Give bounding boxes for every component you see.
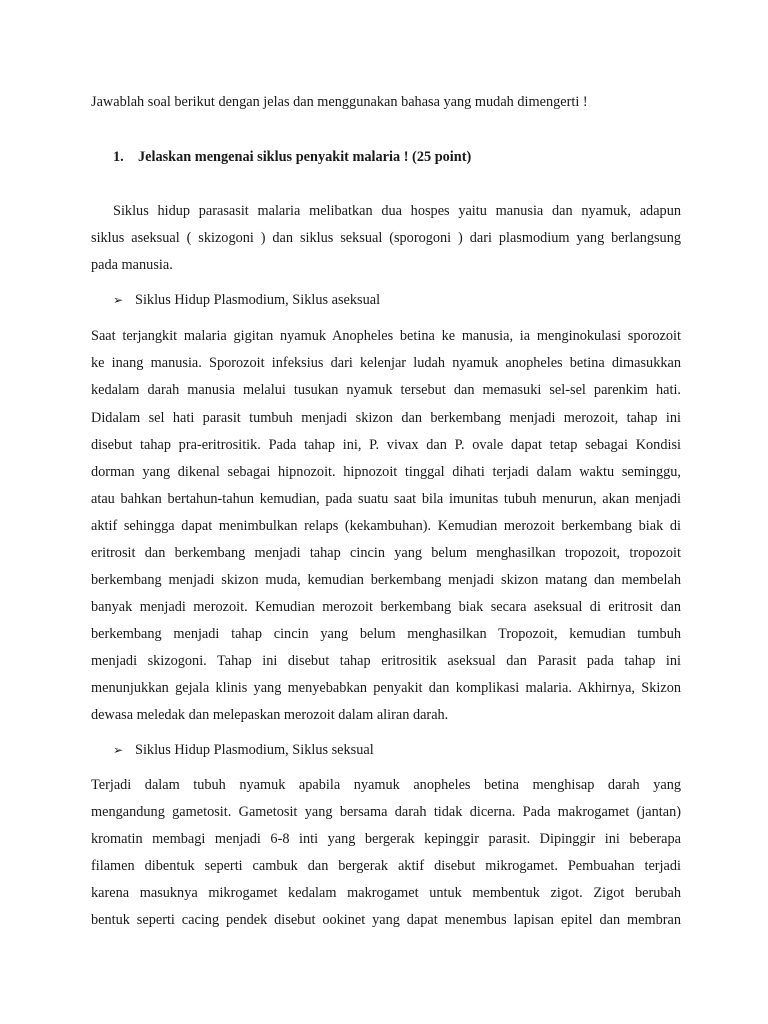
para3-line: karena masuknya mikrogamet kedalam makrogamet untuk membentuk zigot. Zigot berubah (91, 885, 681, 901)
arrow-bullet-icon: ➢ (113, 293, 124, 307)
para1-line: siklus aseksual ( skizogoni ) dan siklus seksual (sporogoni ) dari plasmodium yang berlangsung (91, 230, 681, 246)
para2-line: disebut tahap pra-eritrositik. Pada tahap ini, P. vivax dan P. ovale dapat tetap sebagai Kondisi (91, 437, 681, 453)
para2-line: Didalam sel hati parasit tumbuh menjadi skizon dan berkembang menjadi merozoit, tahap ini (91, 410, 681, 426)
question-title: Jelaskan mengenai siklus penyakit malaria ! (25 point) (138, 149, 472, 165)
para2-line: menjadi skizogoni. Tahap ini disebut tahap eritrositik aseksual dan Parasit pada tahap ini (91, 653, 681, 669)
para3-line: filamen dibentuk seperti cambuk dan bergerak aktif disebut mikrogamet. Pembuahan terjadi (91, 858, 681, 874)
para2-line: dewasa meledak dan melepaskan merozoit dalam aliran darah. (91, 707, 449, 723)
para2-line: banyak menjadi merozoit. Kemudian merozoit berkembang biak secara aseksual di eritrosit dan (91, 599, 681, 615)
para2-line: Saat terjangkit malaria gigitan nyamuk Anopheles betina ke manusia, ia menginokulasi sporozoit (91, 328, 681, 344)
para3-line: Terjadi dalam tubuh nyamuk apabila nyamuk anopheles betina menghisap darah yang (91, 777, 681, 793)
bullet-aseksual (113, 291, 380, 309)
para3-line: kromatin membagi menjadi 6-8 inti yang bergerak kepinggir parasit. Dipinggir ini beberapa (91, 831, 681, 847)
para3-line: bentuk seperti cacing pendek disebut ookinet yang dapat menembus lapisan epitel dan membran (91, 912, 681, 928)
intro-instruction: Jawablah soal berikut dengan jelas dan menggunakan bahasa yang mudah dimengerti ! (91, 94, 588, 110)
para2-line: ke inang manusia. Sporozoit infeksius dari kelenjar ludah nyamuk anopheles betina dimasukkan (91, 355, 681, 371)
para1-line: pada manusia. (91, 257, 173, 273)
para3-line: mengandung gametosit. Gametosit yang bersama darah tidak dicerna. Pada makrogamet (jantan) (91, 804, 681, 820)
para2-line: menunjukkan gejala klinis yang menyebabkan penyakit dan komplikasi malaria. Akhirnya, Skizon (91, 680, 681, 696)
para2-line: kedalam darah manusia melalui tusukan nyamuk tersebut dan memasuki sel-sel parenkim hati. (91, 382, 681, 398)
para2-line: berkembang menjadi skizon muda, kemudian berkembang menjadi skizon matang dan membelah (91, 572, 681, 588)
bullet-aseksual-text: Siklus Hidup Plasmodium, Siklus aseksual (135, 292, 381, 308)
question-number: 1. (113, 149, 124, 165)
para2-line: atau bahkan bertahun-tahun kemudian, pada suatu saat bila imunitas tubuh menurun, akan menjadi (91, 491, 681, 507)
para2-line: aktif sehingga dapat menimbulkan relaps (kekambuhan). Kemudian merozoit berkembang biak di (91, 518, 681, 534)
para1-line: Siklus hidup parasasit malaria melibatkan dua hospes yaitu manusia dan nyamuk, adapun (113, 203, 681, 219)
para2-line: dorman yang dikenal sebagai hipnozoit. hipnozoit tinggal dihati terjadi dalam waktu seminggu, (91, 464, 681, 480)
arrow-bullet-icon: ➢ (113, 743, 124, 757)
bullet-seksual-text: Siklus Hidup Plasmodium, Siklus seksual (135, 742, 374, 758)
bullet-seksual (113, 741, 374, 759)
para2-line: eritrosit dan berkembang menjadi tahap cincin yang belum menghasilkan tropozoit, tropozoit (91, 545, 681, 561)
para2-line: berkembang menjadi tahap cincin yang belum menghasilkan Tropozoit, kemudian tumbuh (91, 626, 681, 642)
